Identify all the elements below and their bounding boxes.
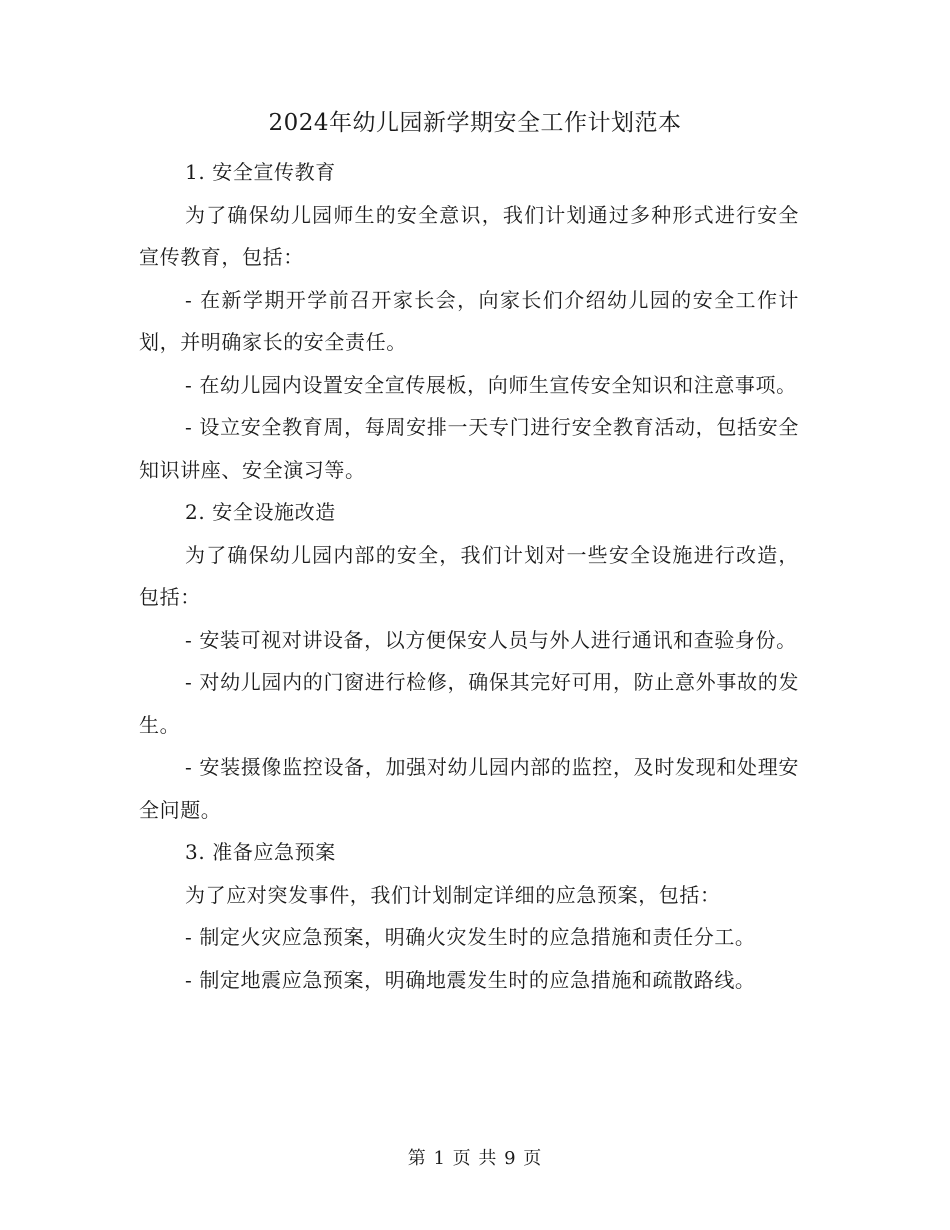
- list-item: - 对幼儿园内的门窗进行检修，确保其完好可用，防止意外事故的发生。: [139, 670, 799, 737]
- paragraph: 为了应对突发事件，我们计划制定详细的应急预案，包括：: [185, 882, 721, 907]
- list-item: - 安装摄像监控设备，加强对幼儿园内部的监控，及时发现和处理安全问题。: [139, 755, 799, 822]
- section-heading: 2. 安全设施改造: [185, 500, 336, 524]
- document-body: [139, 151, 799, 1001]
- page-number-footer: 第 1 页 共 9 页: [407, 1148, 543, 1169]
- list-item: - 安装可视对讲设备，以方便保安人员与外人进行通讯和查验身份。: [185, 627, 797, 652]
- section-heading: 1. 安全宣传教育: [185, 160, 336, 184]
- section-heading: 3. 准备应急预案: [185, 840, 336, 864]
- list-item: - 设立安全教育周，每周安排一天专门进行安全教育活动，包括安全知识讲座、安全演习等。: [139, 415, 799, 482]
- paragraph: 为了确保幼儿园师生的安全意识，我们计划通过多种形式进行安全宣传教育，包括：: [139, 202, 799, 269]
- list-item: - 在新学期开学前召开家长会，向家长们介绍幼儿园的安全工作计划，并明确家长的安全责任。: [139, 287, 799, 354]
- list-item: - 在幼儿园内设置安全宣传展板，向师生宣传安全知识和注意事项。: [185, 372, 797, 397]
- paragraph: 为了确保幼儿园内部的安全，我们计划对一些安全设施进行改造，包括：: [139, 542, 799, 609]
- list-item: - 制定火灾应急预案，明确火灾发生时的应急措施和责任分工。: [185, 925, 756, 949]
- list-item: - 制定地震应急预案，明确地震发生时的应急措施和疏散路线。: [185, 967, 756, 992]
- document-title: 2024年幼儿园新学期安全工作计划范本: [268, 110, 682, 136]
